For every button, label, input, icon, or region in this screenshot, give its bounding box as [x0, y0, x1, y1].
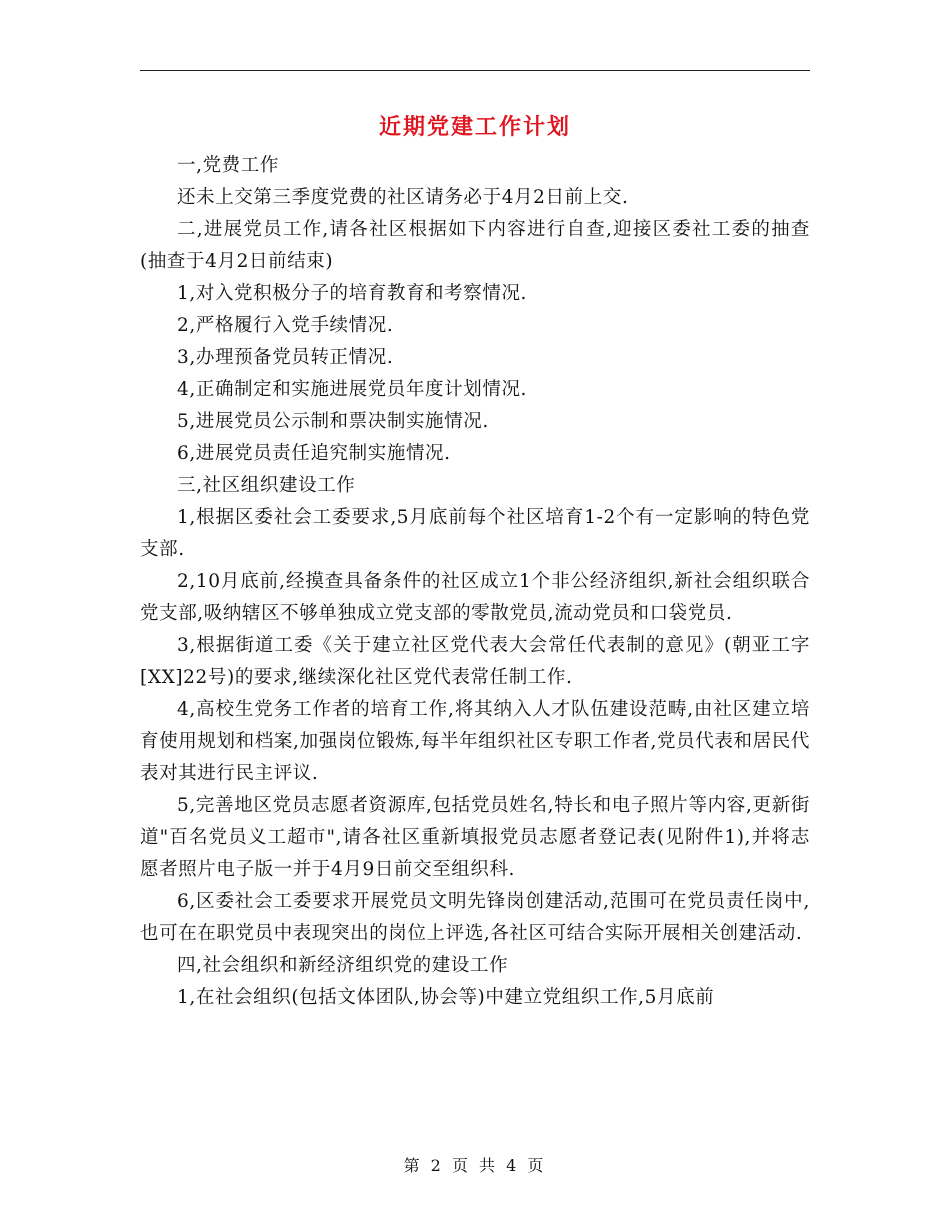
paragraph: 三,社区组织建设工作 — [177, 475, 356, 496]
paragraph: 1,根据区委社会工委要求,5月底前每个社区培育1-2个有一定影响的特色党支部. — [140, 507, 810, 560]
paragraph: 4,高校生党务工作者的培育工作,将其纳入人才队伍建设范畴,由社区建立培育使用规划和档案,加强岗位锻炼,每半年组织社区专职工作者,党员代表和居民代表对其进行民主评议. — [140, 699, 810, 784]
paragraph: 还未上交第三季度党费的社区请务必于4月2日前上交. — [177, 187, 629, 208]
paragraph: 6,区委社会工委要求开展党员文明先锋岗创建活动,范围可在党员责任岗中,也可在在职党员中表现突出的岗位上评选,各社区可结合实际开展相关创建活动. — [140, 891, 810, 944]
document-title: 近期党建工作计划 — [378, 114, 571, 140]
paragraph: 3,根据街道工委《关于建立社区党代表大会常任代表制的意见》(朝亚工字[XX]22号)的要求,继续深化社区党代表常任制工作. — [140, 635, 810, 688]
paragraph: 6,进展党员责任追究制实施情况. — [177, 443, 451, 464]
paragraph: 四,社会组织和新经济组织党的建设工作 — [177, 955, 509, 976]
paragraph: 1,在社会组织(包括文体团队,协会等)中建立党组织工作,5月底前 — [177, 987, 715, 1008]
page-footer: 第 2 页 共 4 页 — [403, 1156, 547, 1175]
paragraph: 二,进展党员工作,请各社区根据如下内容进行自查,迎接区委社工委的抽查(抽查于4月2日前结束) — [140, 219, 810, 272]
paragraph: 一,党费工作 — [177, 155, 279, 176]
header-rule — [140, 70, 810, 71]
paragraph: 3,办理预备党员转正情况. — [177, 347, 394, 368]
paragraph: 1,对入党积极分子的培育教育和考察情况. — [177, 283, 528, 304]
paragraph: 5,完善地区党员志愿者资源库,包括党员姓名,特长和电子照片等内容,更新街道"百名党员义工超市",请各社区重新填报党员志愿者登记表(见附件1),并将志愿者照片电子版一并于4月9日前交至组织科. — [140, 795, 810, 880]
paragraph: 2,严格履行入党手续情况. — [177, 315, 394, 336]
paragraph: 5,进展党员公示制和票决制实施情况. — [177, 411, 489, 432]
paragraph: 4,正确制定和实施进展党员年度计划情况. — [177, 379, 528, 400]
paragraph: 2,10月底前,经摸查具备条件的社区成立1个非公经济组织,新社会组织联合党支部,吸纳辖区不够单独成立党支部的零散党员,流动党员和口袋党员. — [140, 571, 810, 624]
document-body — [140, 150, 810, 1014]
